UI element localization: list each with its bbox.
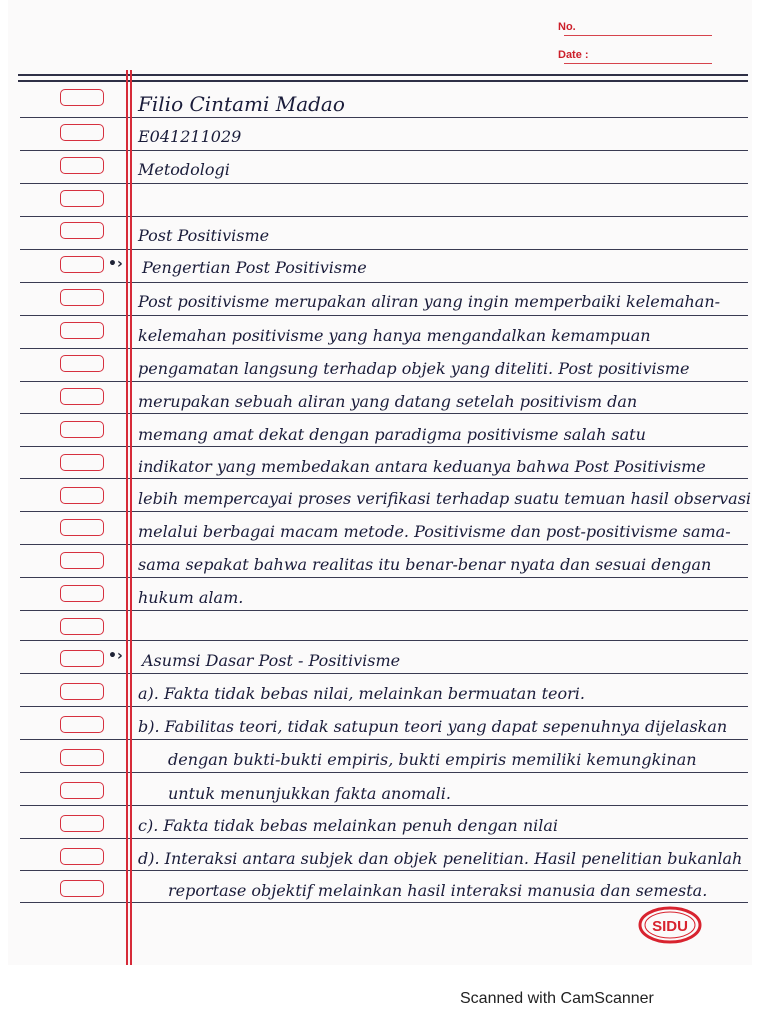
- body-line: pengamatan langsung terhadap objek yang diteliti. Post positivisme: [138, 359, 690, 378]
- body-line: merupakan sebuah aliran yang datang setelah positivism dan: [138, 392, 638, 411]
- list-item-continued: reportase objektif melainkan hasil interaksi manusia dan semesta.: [168, 881, 708, 900]
- binder-hole: [60, 782, 104, 799]
- binder-hole: [60, 683, 104, 700]
- bullet-arrow: •›: [108, 256, 123, 272]
- body-line: Post positivisme merupakan aliran yang ingin memperbaiki kelemahan-: [138, 292, 721, 311]
- scanner-watermark: Scanned with CamScanner: [460, 990, 654, 1007]
- margin-line: [126, 70, 128, 965]
- topic-title: Post Positivisme: [138, 226, 270, 245]
- student-name: Filio Cintami Madao: [138, 92, 345, 116]
- body-line: kelemahan positivisme yang hanya mengandalkan kemampuan: [138, 326, 651, 345]
- date-label: Date :: [558, 49, 589, 61]
- list-item-continued: dengan bukti-bukti empiris, bukti empiris memiliki kemungkinan: [168, 750, 697, 769]
- binder-hole: [60, 716, 104, 733]
- body-line: memang amat dekat dengan paradigma positivisme salah satu: [138, 425, 646, 444]
- binder-hole: [60, 585, 104, 602]
- date-underline: [564, 63, 712, 64]
- list-item: b). Fabilitas teori, tidak satupun teori yang dapat sepenuhnya dijelaskan: [138, 717, 728, 736]
- binder-hole: [60, 157, 104, 174]
- body-line: melalui berbagai macam metode. Positivisme dan post-positivisme sama-: [138, 522, 731, 541]
- body-line: indikator yang membedakan antara keduanya bahwa Post Positivisme: [138, 457, 706, 476]
- margin-line: [130, 70, 132, 965]
- section-heading: Pengertian Post Positivisme: [142, 258, 367, 277]
- binder-hole: [60, 190, 104, 207]
- course-name: Metodologi: [138, 160, 230, 179]
- binder-hole: [60, 256, 104, 273]
- binder-hole: [60, 880, 104, 897]
- binder-hole: [60, 487, 104, 504]
- list-item-continued: untuk menunjukkan fakta anomali.: [168, 784, 451, 803]
- body-line: hukum alam.: [138, 588, 244, 607]
- list-item: d). Interaksi antara subjek dan objek penelitian. Hasil penelitian bukanlah: [138, 849, 743, 868]
- notebook-page: [8, 0, 752, 965]
- binder-hole: [60, 222, 104, 239]
- body-line: sama sepakat bahwa realitas itu benar-benar nyata dan sesuai dengan: [138, 555, 712, 574]
- list-item: a). Fakta tidak bebas nilai, melainkan bermuatan teori.: [138, 684, 585, 703]
- student-id: E041211029: [138, 127, 242, 146]
- binder-hole: [60, 89, 104, 106]
- section-heading: Asumsi Dasar Post - Positivisme: [142, 651, 401, 670]
- brand-stamp: [637, 905, 703, 945]
- binder-hole: [60, 388, 104, 405]
- binder-hole: [60, 815, 104, 832]
- svg-text:SIDU: SIDU: [652, 918, 688, 935]
- binder-hole: [60, 618, 104, 635]
- list-item: c). Fakta tidak bebas melainkan penuh dengan nilai: [138, 816, 559, 835]
- binder-hole: [60, 454, 104, 471]
- bullet-arrow: •›: [108, 648, 123, 664]
- binder-hole: [60, 519, 104, 536]
- binder-hole: [60, 124, 104, 141]
- binder-hole: [60, 552, 104, 569]
- binder-hole: [60, 355, 104, 372]
- binder-hole: [60, 289, 104, 306]
- binder-hole: [60, 421, 104, 438]
- binder-hole: [60, 848, 104, 865]
- binder-hole: [60, 749, 104, 766]
- no-underline: [564, 35, 712, 36]
- binder-hole: [60, 322, 104, 339]
- no-label: No.: [558, 21, 576, 33]
- binder-hole: [60, 650, 104, 667]
- body-line: lebih mempercayai proses verifikasi terhadap suatu temuan hasil observasi: [138, 489, 752, 508]
